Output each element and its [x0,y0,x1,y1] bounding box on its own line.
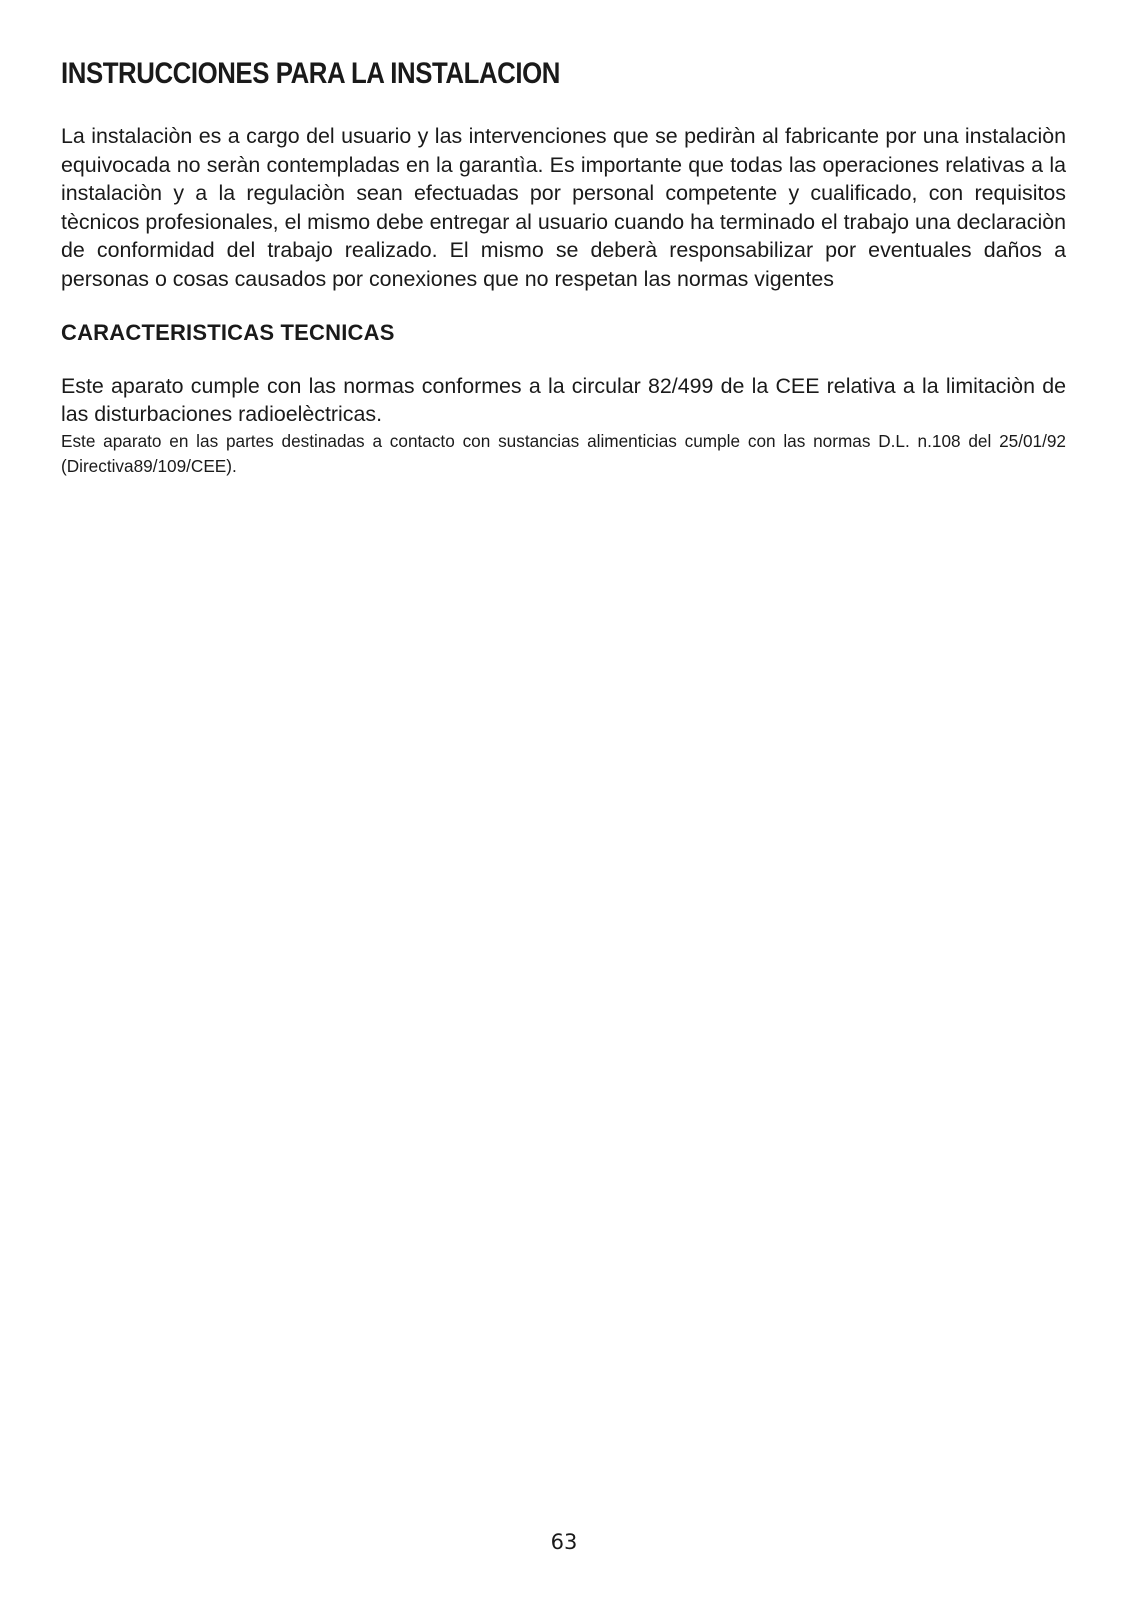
section-title: CARACTERISTICAS TECNICAS [61,319,395,345]
installation-paragraph: La instalaciòn es a cargo del usuario y las intervenciones que se pediràn al fabricante por una instalaciòn equivocada no seràn contempladas en la garantìa. Es importante que todas las operaciones relativas a la instalaciòn y a la regulaciòn sean efectuadas por personal competente y cualificado, con requisitos tècnicos profesionales, el mismo debe entregar al usuario cuando ha terminado el trabajo una declaraciòn de conformidad del trabajo realizado. El mismo se deberà responsabilizar por eventuales daños a personas o cosas causados por conexiones que no respetan las normas vigentes [61,124,1066,291]
page-title: INSTRUCCIONES PARA LA INSTALACION [61,57,560,90]
technical-note: Este aparato en las partes destinadas a contacto con sustancias alimenticias cumple con las normas D.L. n.108 del 25/01/92 (Directiva89/109/CEE). [61,430,1066,476]
page-number: 63 [550,1530,578,1554]
page-content [61,54,1066,479]
technical-paragraph: Este aparato cumple con las normas conformes a la circular 82/499 de la CEE relativa a la limitaciòn de las disturbaciones radioelèctricas. [61,373,1066,427]
